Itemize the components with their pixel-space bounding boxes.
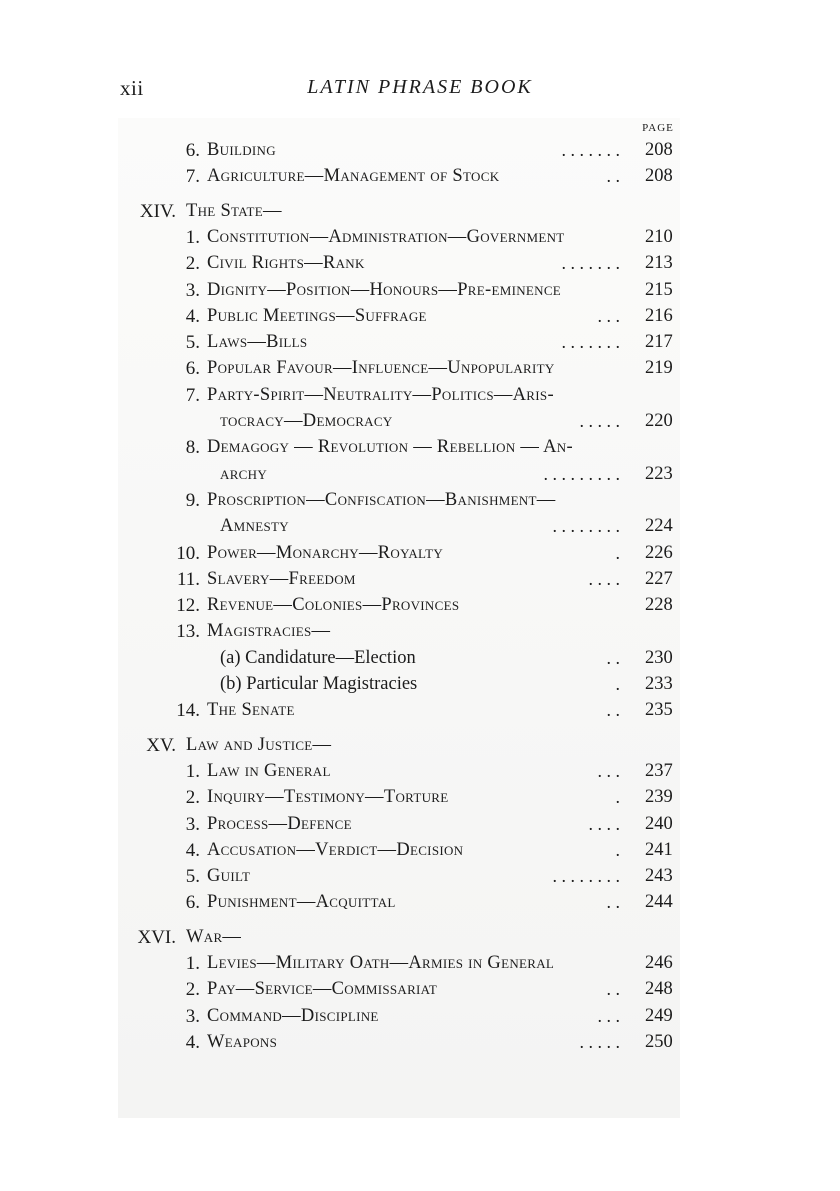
toc-entry-number: 7. [185, 166, 200, 188]
toc-leader-dots: . . . . . . . [561, 140, 620, 160]
toc-entry-number: 6. [185, 140, 200, 161]
toc-entry [0, 840, 840, 866]
toc-entry-number: 4. [185, 305, 200, 327]
toc-entry-number: 3. [185, 1005, 200, 1027]
toc-leader-dots: . . . [597, 305, 620, 326]
toc-page-number: 235 [645, 700, 673, 721]
toc-section-title: Law and Justice— [186, 734, 332, 755]
toc-entry [0, 1006, 840, 1032]
toc-entry-title: Party-Spirit—Neutrality—Politics—Aris- [207, 384, 554, 405]
toc-entry-title: Inquiry—Testimony—Torture [207, 787, 449, 808]
toc-leader-dots: . . . . [588, 813, 620, 834]
toc-entry-title: Law in General [207, 760, 331, 781]
toc-page-number: 227 [645, 568, 673, 589]
toc-leader-dots: . . . [597, 760, 620, 781]
toc-entry [0, 892, 840, 918]
toc-entry-number: 14. [176, 700, 200, 722]
toc-entry-title: archy [220, 463, 268, 484]
toc-entry [0, 280, 840, 306]
toc-entry-title: The Senate [207, 700, 295, 721]
toc-leader-dots: . . . . . . . . [552, 516, 620, 537]
toc-entry-number: 6. [185, 358, 200, 380]
toc-entry-number: 7. [185, 384, 200, 406]
toc-page-number: 213 [645, 253, 673, 274]
toc-entry-title: tocracy—Democracy [220, 411, 393, 431]
toc-entry [0, 227, 840, 253]
toc-leader-dots: . . [606, 166, 620, 187]
toc-entry [0, 437, 840, 463]
toc-page-number: 228 [645, 595, 673, 616]
toc-entry [0, 953, 840, 979]
toc-leader-dots: . . . . . . . [561, 253, 620, 274]
toc-entry-title: Magistracies— [207, 621, 331, 642]
toc-entry [0, 490, 840, 516]
toc-entry-title: Levies—Military Oath—Armies in General [207, 953, 555, 973]
toc-entry [0, 464, 840, 490]
toc-entry [0, 569, 840, 595]
toc-leader-dots: . [615, 839, 620, 860]
toc-page-number: 240 [645, 813, 673, 834]
toc-leader-dots: . [615, 787, 620, 808]
toc-page-number: 224 [645, 516, 673, 537]
toc-entry-number: 5. [185, 332, 200, 354]
toc-entry-title: (b) Particular Magistracies [220, 674, 418, 694]
toc-entry [0, 332, 840, 358]
toc-entry-title: Pay—Service—Commissariat [207, 979, 438, 1000]
toc-entry [0, 700, 840, 726]
toc-entry-title: Public Meetings—Suffrage [207, 305, 427, 326]
toc-entry-number: 6. [185, 892, 200, 914]
toc-entry [0, 866, 840, 892]
toc-entry-title: Command—Discipline [207, 1005, 379, 1026]
toc-entry [0, 306, 840, 332]
toc-entry-title: Popular Favour—Influence—Unpopularity [207, 358, 555, 379]
toc-page-number: 244 [645, 892, 673, 913]
toc-leader-dots: . . . . . [579, 411, 620, 431]
page-column-label: PAGE [642, 122, 674, 134]
toc-page-number: 215 [645, 279, 673, 300]
running-head-title: LATIN PHRASE BOOK [307, 76, 533, 98]
toc-entry-number: 1. [185, 760, 200, 782]
toc-page-number: 246 [645, 953, 673, 973]
toc-entry-number: 12. [176, 595, 200, 617]
toc-entry-number: 10. [176, 542, 200, 564]
toc-entry-number: 11. [176, 568, 200, 590]
toc-page-number: 220 [645, 411, 673, 431]
toc-entry-number: 13. [176, 621, 200, 643]
toc-page-number: 208 [645, 140, 673, 160]
toc-page-number: 223 [645, 463, 673, 484]
toc-entry [0, 140, 840, 166]
toc-section-heading [0, 735, 840, 761]
toc-page-number: 241 [645, 839, 673, 860]
toc-leader-dots: . [615, 674, 620, 694]
toc-entry-number: 3. [185, 279, 200, 301]
toc-entry [0, 648, 840, 674]
toc-leader-dots: . . . . . [579, 1031, 620, 1052]
toc-page-number: 216 [645, 305, 673, 326]
toc-page-number: 248 [645, 979, 673, 1000]
toc-page-number: 250 [645, 1031, 673, 1052]
toc-leader-dots: . [615, 542, 620, 563]
toc-entry-number: 1. [185, 226, 200, 248]
toc-page-number: 230 [645, 647, 673, 668]
toc-leader-dots: . . [606, 647, 620, 668]
toc-entry [0, 385, 840, 411]
toc-entry-title: Building [207, 140, 276, 160]
toc-leader-dots: . . . . . . . . . [543, 463, 620, 484]
toc-entry-number: 9. [185, 489, 200, 511]
toc-entry-title: Civil Rights—Rank [207, 253, 365, 274]
toc-entry [0, 621, 840, 647]
toc-page-number: 210 [645, 226, 673, 247]
toc-entry-title: Revenue—Colonies—Provinces [207, 595, 460, 616]
toc-entry-title: Amnesty [220, 516, 289, 537]
toc-leader-dots: . . [606, 892, 620, 913]
toc-section-heading [0, 927, 840, 953]
toc-leader-dots: . . [606, 979, 620, 1000]
toc-entry-title: Proscription—Confiscation—Banishment— [207, 489, 556, 510]
toc-entry [0, 543, 840, 569]
toc-entry-title: Punishment—Acquittal [207, 892, 396, 913]
toc-entry-number: 5. [185, 866, 200, 888]
toc-page-number: 239 [645, 787, 673, 808]
toc-leader-dots: . . . [597, 1005, 620, 1026]
toc-entry-number: 2. [185, 787, 200, 809]
toc-entry-number: 3. [185, 813, 200, 835]
toc-entry-number: 4. [185, 839, 200, 861]
toc-page-number: 217 [645, 332, 673, 353]
toc-page-number: 233 [645, 674, 673, 694]
toc-entry [0, 761, 840, 787]
toc-entry-title: Guilt [207, 866, 251, 887]
toc-leader-dots: . . . . . . . [561, 332, 620, 353]
toc-entry [0, 674, 840, 700]
toc-entry [0, 814, 840, 840]
toc-entry-number: 8. [185, 437, 200, 459]
toc-page-number: 237 [645, 760, 673, 781]
toc-section-title: War— [186, 926, 242, 947]
toc-leader-dots: . . . . . . . . [552, 866, 620, 887]
page-folio: xii [120, 76, 144, 100]
toc-page-number: 243 [645, 866, 673, 887]
toc-section-title: The State— [186, 200, 282, 221]
toc-page-number: 226 [645, 542, 673, 563]
toc-entry-title: Slavery—Freedom [207, 568, 356, 589]
toc-leader-dots: . . [606, 700, 620, 721]
toc-section-number: XV. [146, 734, 176, 756]
toc-entry [0, 411, 840, 437]
toc-entry [0, 787, 840, 813]
toc-entry [0, 1032, 840, 1058]
toc-section-number: XIV. [139, 200, 176, 222]
toc-entry-title: Dignity—Position—Honours—Pre-eminence [207, 279, 562, 300]
toc-entry-number: 1. [185, 953, 200, 974]
toc-entry [0, 358, 840, 384]
toc-entry-title: Laws—Bills [207, 332, 308, 353]
toc-entry-title: Agriculture—Management of Stock [207, 166, 500, 187]
toc-leader-dots: . . . . [588, 568, 620, 589]
toc-entry-title: Constitution—Administration—Government [207, 226, 565, 247]
toc-page-number: 208 [645, 166, 673, 187]
toc-entry [0, 516, 840, 542]
toc-entry-title: Process—Defence [207, 813, 352, 834]
toc-entry [0, 166, 840, 192]
toc-entry-title: Power—Monarchy—Royalty [207, 542, 444, 563]
toc-page-number: 219 [645, 358, 673, 379]
toc-entry-number: 2. [185, 253, 200, 275]
toc-entry-number: 2. [185, 979, 200, 1001]
toc-entry [0, 595, 840, 621]
toc-entry [0, 979, 840, 1005]
toc-entry-title: Accusation—Verdict—Decision [207, 839, 464, 860]
toc-section-number: XVI. [137, 926, 176, 948]
toc-entry-title: Weapons [207, 1031, 278, 1052]
toc-page-number: 249 [645, 1005, 673, 1026]
toc-entry-title: (a) Candidature—Election [220, 647, 416, 668]
toc-section-heading [0, 201, 840, 227]
toc-entry-number: 4. [185, 1031, 200, 1053]
toc-entry [0, 253, 840, 279]
toc-entry-title: Demagogy — Revolution — Rebellion — An- [207, 437, 573, 458]
